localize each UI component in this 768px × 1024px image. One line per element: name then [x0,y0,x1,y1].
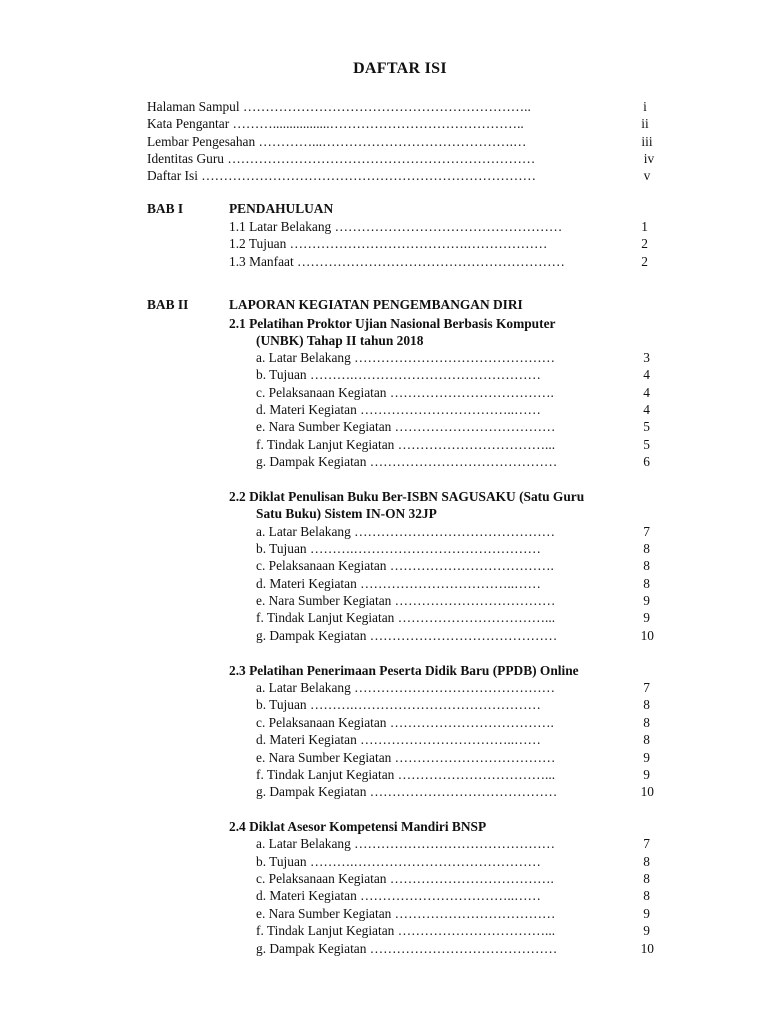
section-title-line2: (UNBK) Tahap II tahun 2018 [256,333,424,348]
toc-entry-label: f. Tindak Lanjut Kegiatan ……………………………... [256,923,556,938]
toc-entry [0,133,768,150]
section-title [0,315,768,332]
toc-entry [0,853,768,870]
toc-entry-label: d. Materi Kegiatan ……………………………..…… [256,576,541,591]
toc-entry-label: c. Pelaksanaan Kegiatan ………………………………. [256,385,554,400]
toc-entry [0,540,768,557]
toc-entry-label: d. Materi Kegiatan ……………………………..…… [256,732,541,747]
toc-entry [0,731,768,748]
toc-entry-page: 9 [643,767,650,782]
toc-entry [0,98,768,115]
toc-entry-page: 2 [641,236,648,251]
toc-entry-label: a. Latar Belakang ……………………………………… [256,680,556,695]
toc-entry [0,835,768,852]
toc-entry-page: 8 [643,558,650,573]
toc-entry-label: b. Tujuan ……….…………………………………… [256,541,541,556]
toc-entry-label: a. Latar Belakang ……………………………………… [256,350,556,365]
toc-entry-page: iii [641,134,653,149]
toc-entry [0,349,768,366]
toc-entry [0,557,768,574]
toc-entry-page: v [643,168,651,183]
toc-entry-page: 4 [643,402,650,417]
toc-entry-page: 7 [643,680,650,695]
toc-entry-label: Halaman Sampul ……………………………………………………….. [147,99,531,114]
toc-entry-page: 6 [643,454,650,469]
chapter-code: BAB I [147,201,184,216]
toc-entry [0,766,768,783]
toc-entry-label: e. Nara Sumber Kegiatan ……………………………… [256,750,556,765]
toc-entry [0,940,768,957]
toc-entry-page: 4 [643,367,650,382]
toc-entry [0,922,768,939]
toc-entry-page: 8 [643,871,650,886]
toc-entry-label: f. Tindak Lanjut Kegiatan ……………………………... [256,610,556,625]
section-title [0,488,768,505]
toc-entry-label: e. Nara Sumber Kegiatan ……………………………… [256,906,556,921]
toc-entry-label: Daftar Isi ………………………………………………………………… [147,168,537,183]
toc-entry [0,696,768,713]
toc-entry [0,401,768,418]
toc-entry-label: d. Materi Kegiatan ……………………………..…… [256,888,541,903]
toc-entry-page: ii [641,116,649,131]
toc-entry [0,749,768,766]
toc-entry [0,253,768,270]
toc-entry-label: a. Latar Belakang ……………………………………… [256,524,556,539]
toc-entry [0,523,768,540]
toc-entry-page: 9 [643,906,650,921]
toc-entry-label: c. Pelaksanaan Kegiatan ………………………………. [256,871,554,886]
toc-entry-label: b. Tujuan ……….…………………………………… [256,367,541,382]
chapter-title: PENDAHULUAN [229,201,334,216]
section-title [0,818,768,835]
toc-entry-label: Identitas Guru …………………………………………………………… [147,151,536,166]
toc-entry-page: 10 [640,628,654,643]
toc-entry [0,150,768,167]
toc-entry-label: d. Materi Kegiatan ……………………………..…… [256,402,541,417]
toc-entry [0,418,768,435]
toc-entry-page: 3 [643,350,650,365]
toc-entry [0,887,768,904]
toc-entry-page: 9 [643,610,650,625]
toc-entry [0,366,768,383]
toc-entry-page: 5 [643,419,650,434]
toc-entry-label: g. Dampak Kegiatan …………………………………… [256,628,558,643]
toc-entry-label: g. Dampak Kegiatan …………………………………… [256,454,558,469]
toc-entry-page: 9 [643,923,650,938]
toc-entry [0,115,768,132]
section-title-line2: Satu Buku) Sistem IN-ON 32JP [256,506,437,521]
toc-entry-page: 8 [643,854,650,869]
toc-entry-page: 8 [643,732,650,747]
toc-entry-label: 1.3 Manfaat …………………………………………………… [229,254,565,269]
toc-entry [0,384,768,401]
toc-entry [0,783,768,800]
toc-entry-label: b. Tujuan ……….…………………………………… [256,697,541,712]
toc-entry-page: 4 [643,385,650,400]
toc-entry-label: g. Dampak Kegiatan …………………………………… [256,941,558,956]
toc-entry-page: 8 [643,541,650,556]
toc-entry [0,167,768,184]
toc-entry-label: f. Tindak Lanjut Kegiatan ……………………………... [256,767,556,782]
toc-entry-label: 1.2 Tujuan ………………………………….……………… [229,236,548,251]
section-title-line1: 2.4 Diklat Asesor Kompetensi Mandiri BNSP [229,819,487,834]
toc-entry-page: 8 [643,576,650,591]
toc-entry-page: 9 [643,593,650,608]
toc-entry-label: f. Tindak Lanjut Kegiatan ……………………………... [256,437,556,452]
toc-entry-label: a. Latar Belakang ……………………………………… [256,836,556,851]
chapter-code: BAB II [147,297,189,312]
toc-entry-page: i [643,99,647,114]
toc-entry-page: 5 [643,437,650,452]
toc-entry [0,218,768,235]
toc-entry-page: 8 [643,888,650,903]
toc-entry-page: 2 [641,254,648,269]
toc-entry [0,436,768,453]
toc-entry-page: 10 [640,784,654,799]
toc-entry-label: Kata Pengantar ……….................…………………………………….. [147,116,524,131]
toc-entry [0,627,768,644]
section-title [0,505,768,522]
toc-entry-label: b. Tujuan ……….…………………………………… [256,854,541,869]
section-title-line1: 2.2 Diklat Penulisan Buku Ber-ISBN SAGUSAKU (Satu Guru [229,489,585,504]
toc-entry [0,905,768,922]
toc-entry [0,235,768,252]
chapter-title: LAPORAN KEGIATAN PENGEMBANGAN DIRI [229,297,523,312]
section-title-line1: 2.1 Pelatihan Proktor Ujian Nasional Berbasis Komputer [229,316,556,331]
toc-entry [0,575,768,592]
chapter-heading [0,200,768,217]
toc-entry [0,609,768,626]
toc-entry-label: 1.1 Latar Belakang …………………………………………… [229,219,563,234]
chapter-heading [0,296,768,313]
section-title-line1: 2.3 Pelatihan Penerimaan Peserta Didik Baru (PPDB) Online [229,663,579,678]
toc-entry [0,679,768,696]
section-title [0,662,768,679]
section-title [0,332,768,349]
toc-entry-page: 1 [641,219,648,234]
toc-entry-page: 7 [643,836,650,851]
toc-entry [0,453,768,470]
toc-entry-page: iv [643,151,655,166]
toc-entry-label: c. Pelaksanaan Kegiatan ………………………………. [256,715,554,730]
toc-entry-label: c. Pelaksanaan Kegiatan ………………………………. [256,558,554,573]
toc-entry-page: 7 [643,524,650,539]
toc-entry-label: g. Dampak Kegiatan …………………………………… [256,784,558,799]
toc-entry-page: 8 [643,697,650,712]
toc-entry-label: e. Nara Sumber Kegiatan ……………………………… [256,419,556,434]
toc-entry [0,592,768,609]
toc-entry-page: 9 [643,750,650,765]
page-title: DAFTAR ISI [353,60,447,77]
toc-entry-page: 8 [643,715,650,730]
toc-entry [0,870,768,887]
toc-entry-label: e. Nara Sumber Kegiatan ……………………………… [256,593,556,608]
toc-entry [0,714,768,731]
toc-entry-label: Lembar Pengesahan …………...…………………………………….… [147,134,527,149]
toc-entry-page: 10 [640,941,654,956]
